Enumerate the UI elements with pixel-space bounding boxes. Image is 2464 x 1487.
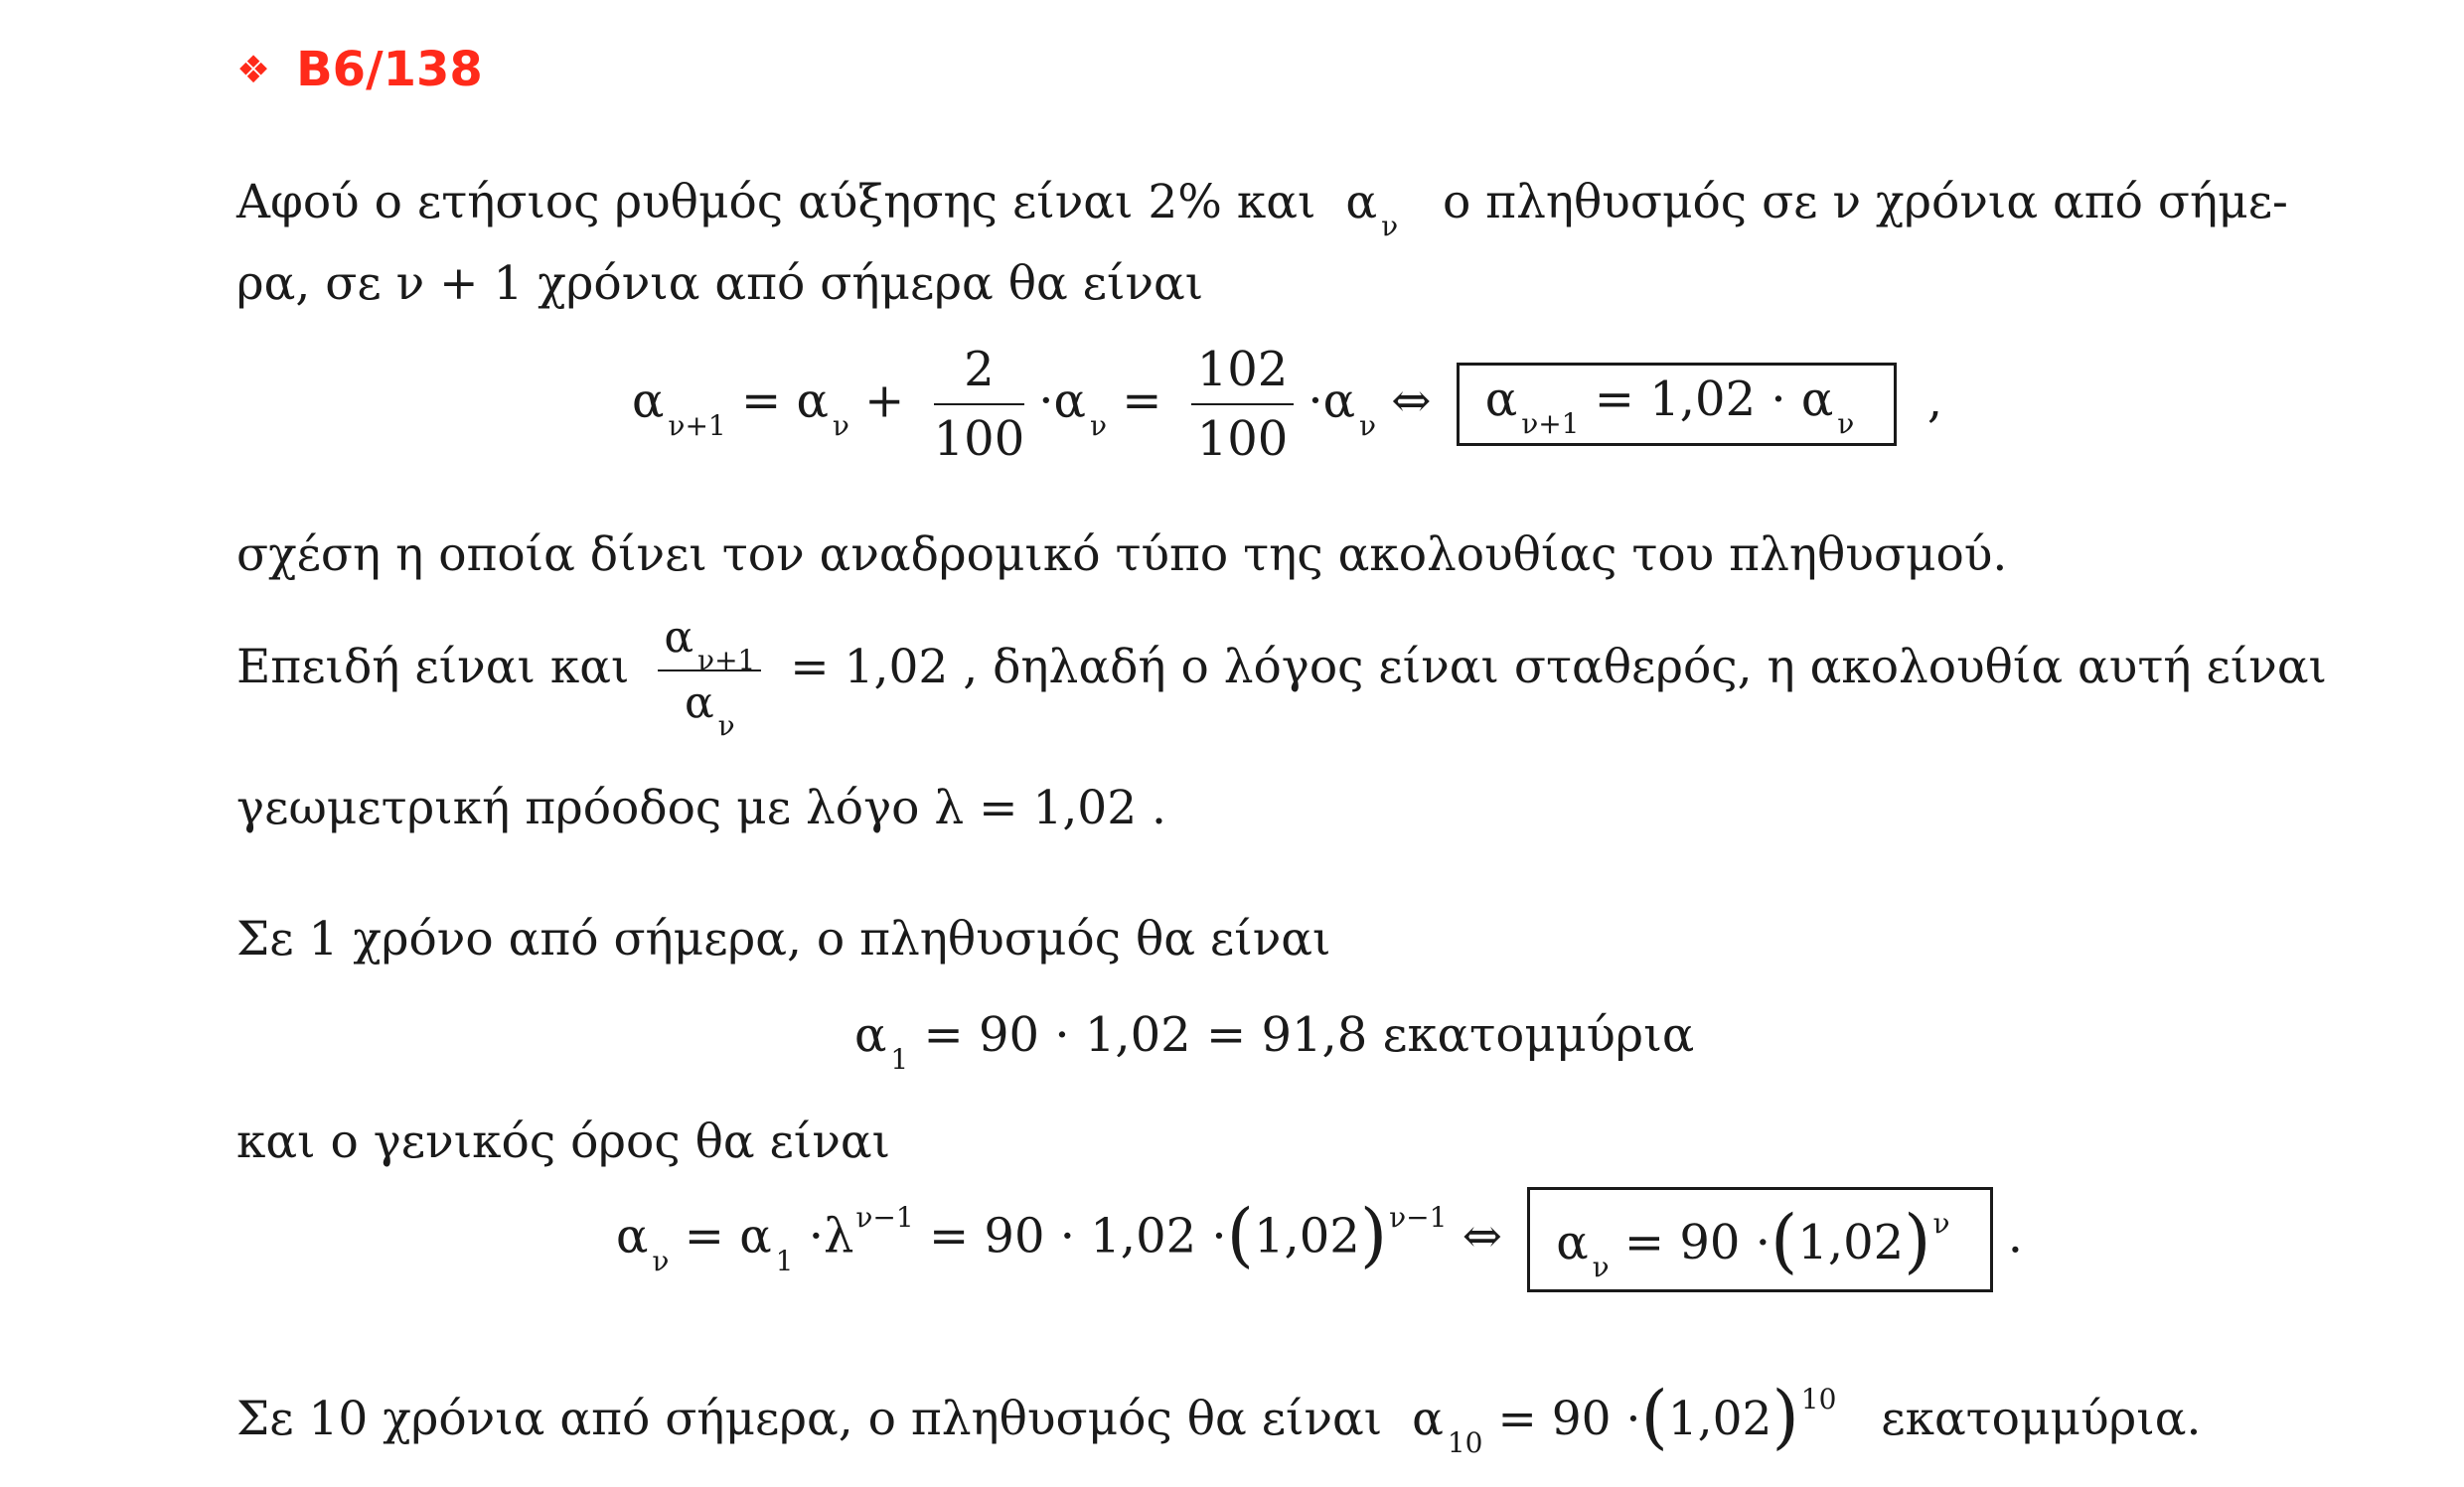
paragraph-intro-line1: Αφού ο ετήσιος ρυθμός αύξησης είναι 2% και α $_\nu$ ο πληθυσμός σε ν χρόνια από σήμε-: [236, 175, 2288, 242]
paragraph-geometric: γεωμετρική πρόοδος με λόγο λ = 1,02 .: [236, 781, 1166, 835]
paragraph-intro-line2: ρα, σε ν + 1 χρόνια από σήμερα θα είναι: [236, 256, 1204, 311]
paragraph-recursive-note: σχέση η οποία δίνει τον αναδρομικό τύπο της ακολουθίας του πληθυσμού.: [236, 527, 2008, 582]
diamond-bullet-icon: ❖: [236, 48, 271, 91]
fraction-102-over-100: $\frac{102}{100}$: [1191, 346, 1295, 463]
paragraph-one-year: Σε 1 χρόνο από σήμερα, ο πληθυσμός θα είναι: [236, 912, 1331, 967]
paragraph-ratio: Επειδή είναι και $\frac{\alpha _{\nu+1}}{\alpha _\nu}$ = 1,02 , δηλαδή ο λόγος είναι σταθερός, η ακολουθία αυτή είναι: [236, 612, 2327, 742]
exercise-number: B6/138: [296, 42, 483, 97]
first-term-equation: α $_1$ = 90 · 1,02 = 91,8 εκατομμύρια: [854, 1007, 1695, 1076]
section-heading: [236, 42, 483, 97]
boxed-recursive-formula: α $_{\nu+1}$ = 1,02 · α $_\nu$: [1457, 363, 1898, 446]
fraction-2-over-100: $\frac{2}{100}$: [933, 342, 1025, 467]
general-term-equation: α $_\nu$ = α $_1 \cdot\lambda^{\nu-1} = 90 \cdot 1,02 \cdot(1,02)^{\nu-1}$ ⇔ α $_\nu = 90 \cdot(1,02)^\nu$ .: [616, 1187, 2023, 1292]
recursive-formula-equation: α $_{\nu+1}$ = α $_\nu$ + $\frac{2}{100}$ ·α $_\nu$ = $\frac{102}{100}$ ·α $_\nu$ ⇔ α $_{\nu+1}$ = 1,02 · α $_\nu$ ,: [632, 342, 1943, 467]
ratio-fraction: $\frac{\alpha _{\nu+1}}{\alpha _\nu}$: [658, 616, 761, 725]
paragraph-ten-years: Σε 10 χρόνια από σήμερα, ο πληθυσμός θα είναι α $_{10} = 90 \cdot(1,02)^{10}$ εκατομμύρια.: [236, 1376, 2202, 1459]
paragraph-general-term: και ο γενικός όρος θα είναι: [236, 1115, 891, 1169]
boxed-general-term: α $_\nu = 90 \cdot(1,02)^\nu$: [1527, 1187, 1992, 1292]
